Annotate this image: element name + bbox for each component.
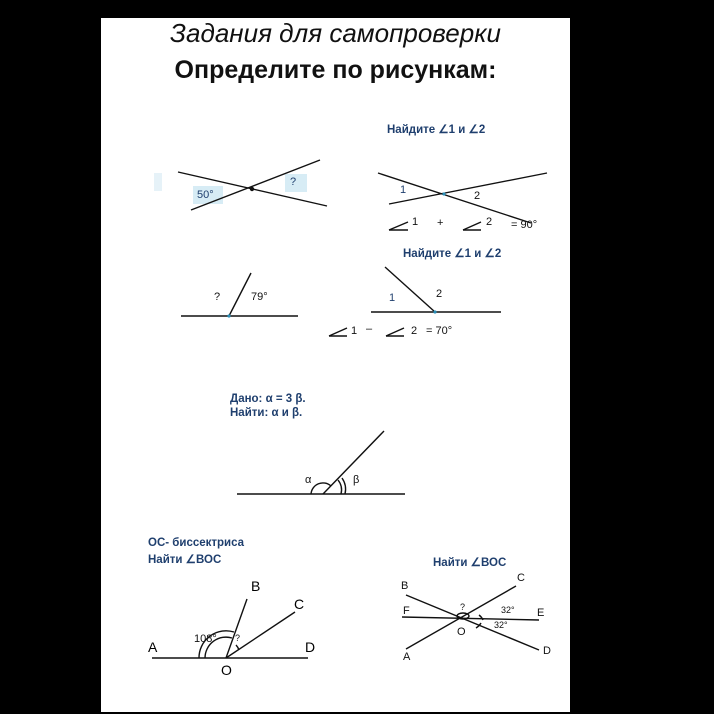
line-4 [389,173,547,204]
eq-result: = 70° [426,325,453,337]
vertex-dot [442,192,445,195]
eq-plus: + [437,217,444,229]
unknown-label: ? [235,633,241,643]
eq-angle1: 1 [351,325,358,337]
point-A: A [148,639,158,655]
angle-sign-2 [463,222,481,230]
point-D: D [305,639,316,655]
ray [385,267,435,312]
page-title: Задания для самопроверки [170,18,501,48]
point-O: O [221,662,232,678]
arc-beta [338,480,342,494]
point-E: E [537,607,545,619]
shade-mark [154,173,162,191]
alpha-label: α [305,474,312,486]
angle-sign-1 [389,222,408,230]
ray [229,273,251,316]
task4-heading: Найдите ∠1 и ∠2 [403,248,502,260]
find-text: Найти: α и β. [230,407,303,419]
task2-heading: Найдите ∠1 и ∠2 [387,124,486,136]
angle-108-label: 108° [194,633,217,645]
beta-label: β [353,474,360,486]
ray-OB [226,599,247,658]
point-B: B [401,580,409,592]
eq-minus: – [366,323,373,335]
point-B: B [251,578,261,594]
angle-79-label: 79° [251,291,268,303]
intersection-point [250,187,254,191]
task6-find: Найти ∠ВОС [148,554,222,566]
unknown-angle-label: ? [214,291,221,303]
eq-result: = 90° [511,219,538,231]
task7-heading: Найти ∠ВОС [433,557,507,569]
point-C: C [517,572,525,584]
point-A: A [403,651,411,663]
eq-angle2: 2 [486,216,493,228]
angle-1-label: 1 [400,184,407,196]
point-C: C [294,596,305,612]
angle-32-top: 32° [501,605,515,615]
line-FE [402,617,539,620]
angle-2-label: 2 [474,190,481,202]
angle-label-50: 50° [197,189,214,201]
geometry-drawings [101,18,570,712]
point-D: D [543,645,551,657]
angle-1-label: 1 [389,292,396,304]
task6-heading: ОС- биссектриса [148,537,245,549]
angle-2-label: 2 [436,288,443,300]
worksheet [101,18,570,712]
line-BD [406,595,539,650]
eq-angle2: 2 [411,325,418,337]
page-subtitle: Определите по рисункам: [174,56,497,84]
point-F: F [403,605,410,617]
given-text: Дано: α = 3 β. [230,393,306,405]
unknown-label: ? [460,602,466,612]
eq-angle1: 1 [412,216,419,228]
point-O: O [457,626,466,638]
angle-32-bottom: 32° [494,620,508,630]
angle-label-unknown: ? [290,176,297,188]
